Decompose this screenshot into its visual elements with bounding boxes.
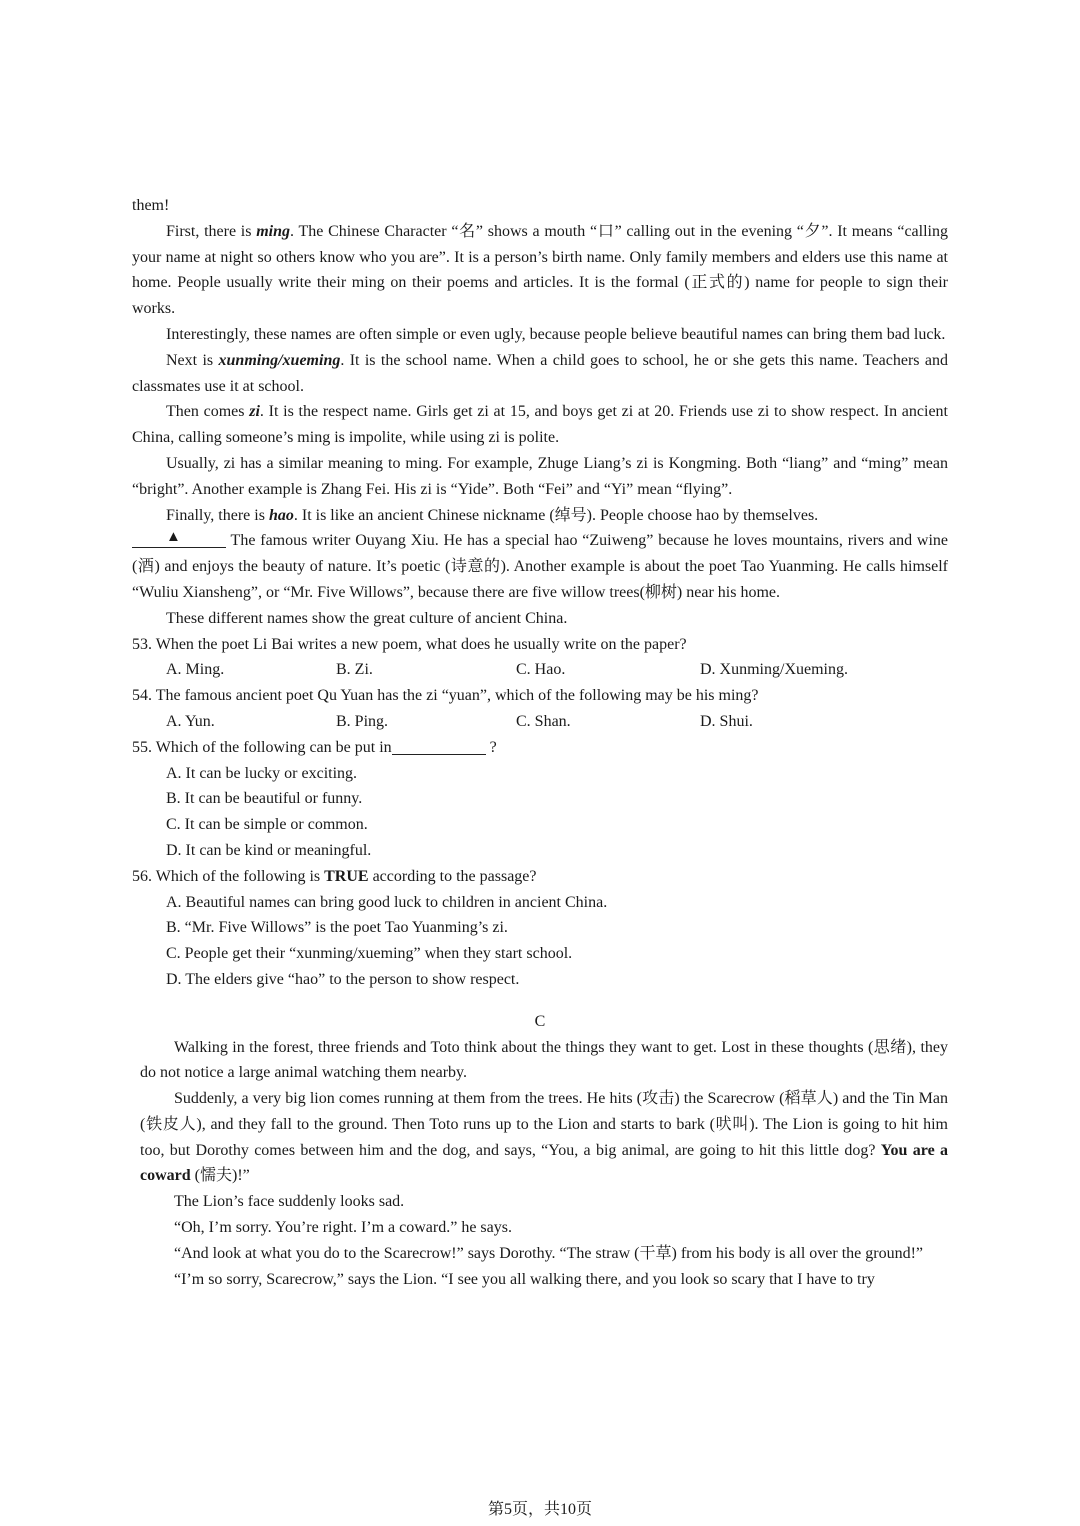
question-56-stem [132, 864, 948, 890]
option-a: A. Beautiful names can bring good luck to children in ancient China. [166, 893, 608, 911]
paragraph: “I’m so sorry, Scarecrow,” says the Lion. “I see you all walking there, and you look so scary that I have to try [174, 1270, 875, 1288]
option-b: B. Ping. [336, 712, 389, 730]
exam-page-content [132, 193, 948, 1292]
term-ming: ming [256, 222, 291, 240]
option-c: C. People get their “xunming/xueming” when they start school. [166, 945, 573, 963]
option-a: A. Yun. [166, 712, 215, 730]
option-a: A. Ming. [166, 661, 225, 679]
paragraph-zi [132, 399, 948, 451]
option-c: C. Hao. [516, 661, 566, 679]
paragraph-culture: These different names show the great culture of ancient China. [166, 609, 568, 627]
term-zi: zi [249, 403, 260, 421]
option-d: D. Shui. [700, 712, 753, 730]
passage-c [132, 1035, 948, 1293]
text: Next is [166, 351, 219, 369]
paragraph-hao [132, 503, 948, 529]
text: ? [489, 738, 497, 756]
option-b: B. “Mr. Five Willows” is the poet Tao Yuanming’s zi. [166, 919, 508, 937]
text: The famous writer Ouyang Xiu. He has a special hao “Zuiweng” because he loves mountains, rivers and wine (酒) and enjoys the beauty of nature. It’s poetic (诗意的). Another example is about the poet Tao Yuanming. He calls himself “Wuliu Xiansheng”, or “Mr. Five Willows”, because there are five willow trees(柳树) near his home. [132, 532, 948, 601]
text: . It is like an ancient Chinese nickname (绰号). People choose hao by themselves. [293, 506, 819, 524]
question-53-stem: 53. When the poet Li Bai writes a new poem, what does he usually write on the paper? [132, 635, 687, 653]
paragraph [140, 1086, 948, 1189]
question-53-options [132, 657, 948, 683]
text: according to the passage? [368, 867, 537, 885]
text: Finally, there is [166, 506, 269, 524]
paragraph-interesting: Interestingly, these names are often simple or even ugly, because people believe beautiful names can bring them bad luck. [166, 325, 946, 343]
option-b: B. Zi. [336, 661, 373, 679]
passage-b-intro-tail: them! [132, 197, 170, 214]
text: 55. Which of the following can be put in [132, 738, 392, 756]
option-b: B. It can be beautiful or funny. [166, 790, 363, 808]
section-c-title: C [534, 1012, 546, 1030]
paragraph-ming [132, 219, 948, 322]
option-d: D. It can be kind or meaningful. [166, 841, 372, 859]
paragraph: “And look at what you do to the Scarecrow!” says Dorothy. “The straw (干草) from his body is all over the ground!” [174, 1244, 923, 1262]
answer-blank [132, 531, 226, 548]
text: Suddenly, a very big lion comes running at them from the trees. He hits (攻击) the Scarecrow (稻草人) and the Tin Man (铁皮人), and they fall to the ground. Then Toto runs up to the Lion and starts to bark (吠叫). The Lion is going to hit him too, but Dorothy comes between him and the dog, and says, “You, a big animal, are going to hit this little dog? [140, 1090, 948, 1159]
page-number: 第5页，共10页 [487, 1501, 592, 1518]
text: 56. Which of the following is [132, 867, 325, 885]
option-d: D. Xunming/Xueming. [700, 661, 848, 679]
option-a: A. It can be lucky or exciting. [166, 764, 358, 782]
question-54-stem: 54. The famous ancient poet Qu Yuan has the zi “yuan”, which of the following may be his ming? [132, 687, 759, 705]
paragraph-xunming [132, 348, 948, 400]
text: (懦夫)!” [190, 1167, 250, 1185]
triangle-marker-icon: ▲ [166, 529, 181, 546]
text: . It is the school name. When a child goes to school, he or she gets this name. Teachers and classmates use it at school. [132, 351, 948, 395]
paragraph: Walking in the forest, three friends and Toto think about the things they want to get. Lost in these thoughts (思绪), they do not notice a large animal watching them nearby. [140, 1038, 948, 1082]
text: First, there is [166, 222, 257, 240]
emphasis: You are a coward [140, 1141, 949, 1185]
paragraph-usually: Usually, zi has a similar meaning to ming. For example, Zhuge Liang’s zi is Kongming. Both “liang” and “ming” mean “bright”. Another example is Zhang Fei. His zi is “Yide”. Both “Fei” and “Yi” mean “flying”. [132, 454, 948, 498]
term-hao: hao [268, 506, 294, 524]
answer-blank [392, 738, 486, 755]
text: . The Chinese Character “名” shows a mouth “口” calling out in the evening “夕”. It means “calling your name at night so others know who you are”. It is a person’s birth name. Only family members and elders use this name at home. People usually write their ming on their poems and articles. It is the formal (正式的) name for people to sign their works. [132, 222, 948, 318]
term-xunming: xunming/xueming [218, 351, 341, 369]
option-d: D. The elders give “hao” to the person to show respect. [166, 970, 520, 988]
paragraph: “Oh, I’m sorry. You’re right. I’m a coward.” he says. [174, 1219, 512, 1237]
paragraph-hao-continued [132, 528, 948, 605]
emphasis: TRUE [324, 867, 369, 885]
option-c: C. It can be simple or common. [166, 816, 368, 834]
text: . It is the respect name. Girls get zi at 15, and boys get zi at 20. Friends use zi to show respect. In ancient China, calling someone’s ming is impolite, while using zi is polite. [132, 403, 948, 447]
text: Then comes [166, 403, 250, 421]
question-55-stem [132, 735, 948, 761]
question-54-options [132, 709, 948, 735]
option-c: C. Shan. [516, 712, 571, 730]
paragraph: The Lion’s face suddenly looks sad. [174, 1193, 405, 1211]
